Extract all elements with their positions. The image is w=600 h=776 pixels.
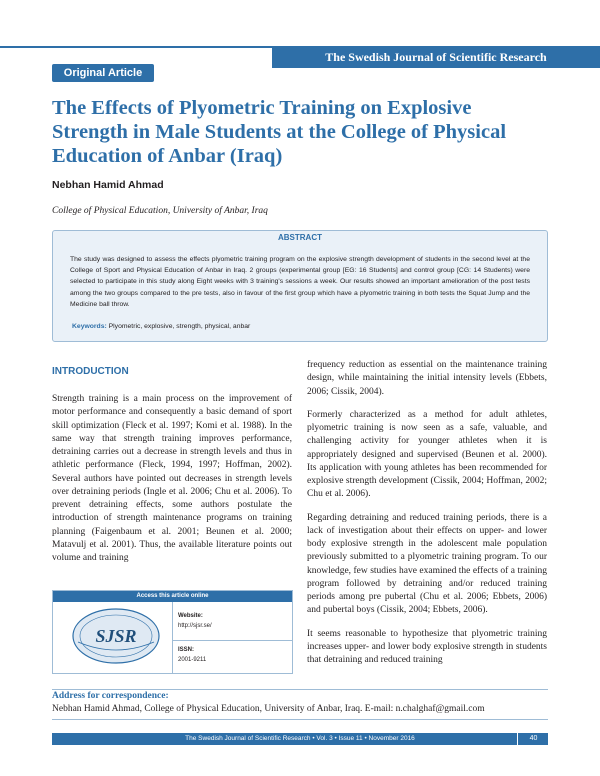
right-column: [307, 359, 547, 677]
author-name: Nebhan Hamid Ahmad: [52, 179, 164, 191]
intro-paragraph: frequency reduction as essential on the maintenance training design, while maintaining the initial intensity levels (Ebbets, 2006; Cissik, 2004).: [307, 360, 547, 397]
footer-bar: The Swedish Journal of Scientific Research • Vol. 3 • Issue 11 • November 2016: [52, 733, 548, 745]
intro-paragraph: Formerly characterized as a method for adult athletes, plyometric training is now seen as a safe, valuable, and challenging activity for younger athletes when it is appropriately designed and supervised (Beunen et al. 2000). Its application with young athletes has been recommended for explosive strength development (Cissik, 2004; Hoffman, 2002; Chu et al. 2006).: [307, 409, 547, 500]
journal-logo: [72, 606, 160, 666]
issn-value: 2001-9211: [178, 657, 207, 663]
abstract-heading: ABSTRACT: [278, 233, 322, 242]
correspondence-heading: Address for correspondence:: [52, 691, 169, 701]
issn-label: ISSN:: [178, 647, 195, 653]
website-label: Website:: [178, 613, 203, 619]
intro-paragraph: Strength training is a main process on the improvement of motor performance and consequently a basic demand of sport skill optimization (Fleck et al. 1997; Komi et al. 1988). In the same way that strength training improves performance, detraining carries out a decrease in strength levels and thus in athletic performance (Fleck, 1994, 1997; Hoffman, 2002). Several authors have pointed out decreases in strength levels over detraining periods (Ingle et al. 2006; Chu et al. 2006). To prevent detraining effects, some authors postulate the introduction of strength maintenance programs on training planning (Faigenbaum et al. 2001; Beunen et al. 2000; Matavulj et al. 2001). Thus, the available literature points out volume and training: [52, 394, 292, 563]
website-link[interactable]: http://sjsr.se/: [178, 623, 212, 629]
correspondence-text: Nebhan Hamid Ahmad, College of Physical Education, University of Anbar, Iraq. E-mail: n.chalghaf@gmail.com: [52, 704, 485, 714]
article-title: The Effects of Plyometric Training on Explosive Strength in Male Students at the College of Physical Education of Anbar (Iraq): [52, 97, 507, 167]
article-type-badge: Original Article: [52, 64, 154, 82]
keywords-list: Plyometric, explosive, strength, physical, anbar: [108, 323, 251, 330]
top-rule: [0, 46, 272, 48]
journal-logo-text: SJSR: [95, 626, 137, 646]
access-online-heading: Access this article online: [53, 591, 292, 602]
left-column: [52, 393, 292, 575]
intro-paragraph: Regarding detraining and reduced training periods, there is a lack of investigation about their effects on upper- and lower body explosive strength in the adolescent male population previously submitted to a plyometric training program. To our knowledge, few studies have examined the effects of a training program followed by detraining and/or reduced training periods among pre pubertal (Chu et al. 2006; Ebbets, 2006) and pubertal boys (Cissik, 2004; Ebbets, 2006).: [307, 512, 547, 616]
page-number: 40: [517, 733, 549, 745]
introduction-heading: INTRODUCTION: [52, 366, 129, 377]
keywords-label: Keywords:: [72, 323, 107, 330]
correspondence-rule-bottom: [52, 719, 548, 720]
access-divider-horizontal: [172, 640, 292, 641]
correspondence-rule-top: [52, 689, 548, 690]
keywords-line: [72, 323, 532, 330]
author-affiliation: College of Physical Education, University of Anbar, Iraq: [52, 206, 268, 216]
access-divider-vertical: [172, 602, 173, 674]
abstract-text: The study was designed to assess the effects plyometric training program on the explosive strength development of students in the second level at the College of Sport and Physical Education of Anbar in Iraq. 2 groups (experimental group [EG: 16 Students] and control group [CG: 14 Students) were selected to participate in this study along Eight weeks with 3 training's sessions a week. Our results showed an important amelioration of the post tests among the two groups compared to the pre tests, also in favour of the first group which have a plyometric training in both tests the Squat Jump and the Medicine ball throw.: [70, 256, 530, 308]
journal-name-banner: The Swedish Journal of Scientific Research: [272, 46, 600, 68]
intro-paragraph: It seems reasonable to hypothesize that plyometric training increases upper- and lower body explosive strength in students that detraining and reduced training: [307, 628, 547, 665]
